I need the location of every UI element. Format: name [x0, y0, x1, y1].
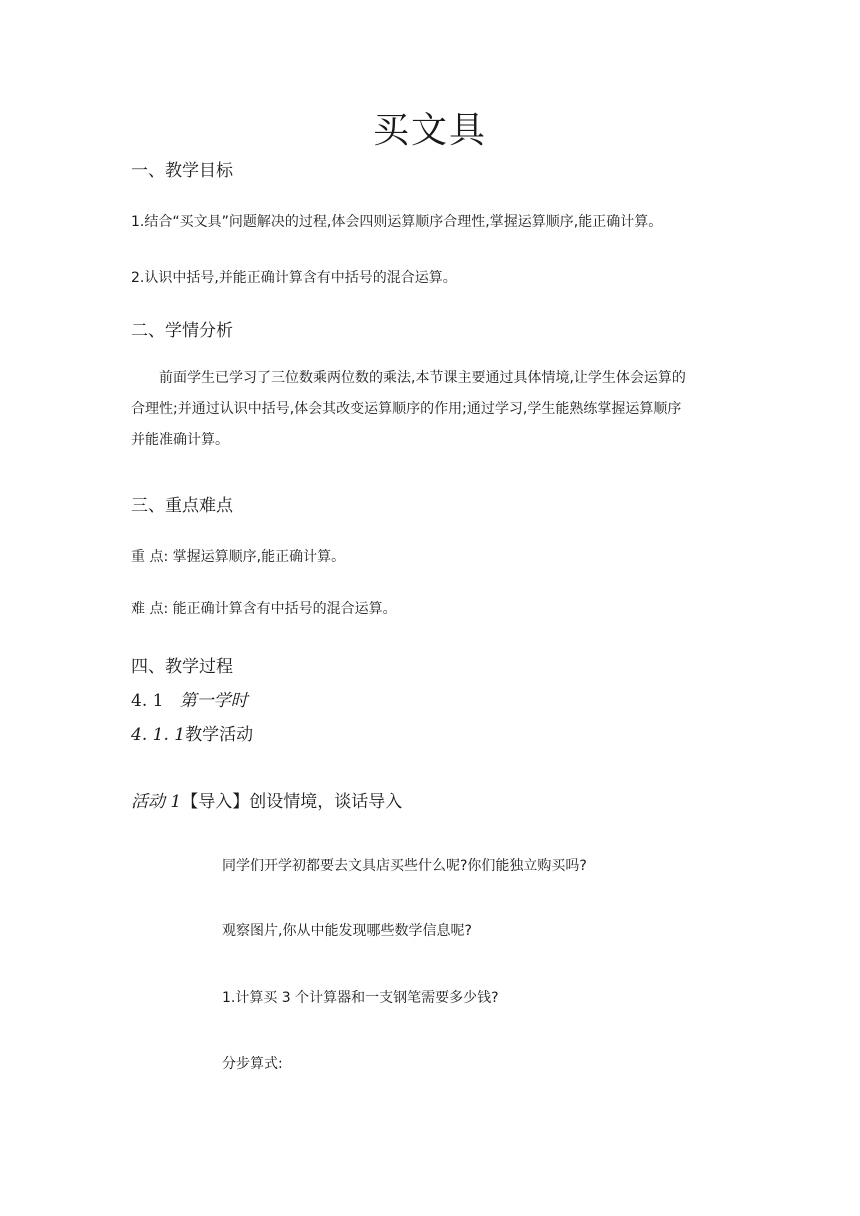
activity-line-2: 观察图片,你从中能发现哪些数学信息呢? — [222, 923, 472, 939]
objective-item-2: 2.认识中括号,并能正确计算含有中括号的混合运算。 — [131, 270, 457, 286]
section-heading-analysis: 二、学情分析 — [131, 321, 233, 341]
analysis-line-1: 前面学生已学习了三位数乘两位数的乘法,本节课主要通过具体情境,让学生体会运算的 — [159, 370, 686, 386]
section-heading-key-points: 三、重点难点 — [131, 496, 233, 516]
activity-line-3: 1.计算买 3 个计算器和一支钢笔需要多少钱? — [222, 990, 499, 1006]
section-heading-process: 四、教学过程 — [131, 657, 233, 677]
subsection-4-1-number: 4. 1 — [131, 691, 164, 711]
key-point: 重 点: 掌握运算顺序,能正确计算。 — [131, 549, 346, 565]
subsection-4-1-1-label: 教学活动 — [185, 725, 254, 745]
subsection-4-1-1 — [131, 720, 253, 745]
activity-title: 【导入】创设情境，谈话导入 — [181, 792, 403, 812]
subsection-4-1-label: 第一学时 — [179, 691, 248, 711]
activity-line-1: 同学们开学初都要去文具店买些什么呢?你们能独立购买吗? — [222, 858, 587, 874]
activity-prefix: 活动 1 — [131, 792, 182, 812]
objective-item-1: 1.结合“买文具”问题解决的过程,体会四则运算顺序合理性,掌握运算顺序,能正确计算。 — [131, 214, 663, 230]
subsection-4-1 — [131, 686, 248, 711]
subsection-4-1-1-number: 4. 1. 1 — [131, 725, 186, 745]
analysis-line-3: 并能准确计算。 — [131, 432, 229, 448]
activity-line-4: 分步算式: — [222, 1056, 283, 1072]
activity-heading — [131, 787, 402, 812]
document-title: 买文具 — [372, 110, 487, 151]
section-heading-objectives: 一、教学目标 — [131, 161, 233, 181]
analysis-line-2: 合理性;并通过认识中括号,体会其改变运算顺序的作用;通过学习,学生能熟练掌握运算顺序 — [131, 401, 682, 417]
difficult-point: 难 点: 能正确计算含有中括号的混合运算。 — [131, 601, 397, 617]
